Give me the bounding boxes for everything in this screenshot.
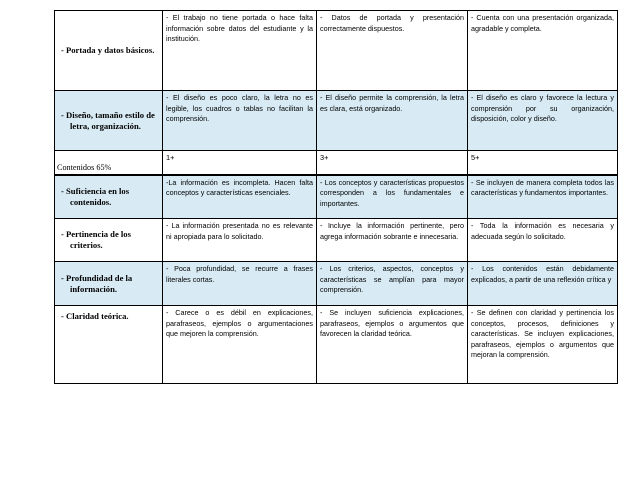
level-high-cell: - Los contenidos están debidamente explicados, a partir de una reflexión crítica y [468,262,618,306]
level-mid-cell: - Los conceptos y características propuestos corresponden a los fundamentales e importantes. [317,175,468,219]
criterion-cell [55,306,163,384]
level-low-cell: -La información es incompleta. Hacen falta conceptos y características esenciales. [163,175,317,219]
rubric-table [54,10,618,384]
level-mid-cell: - Se incluyen suficiencia explicaciones, parafraseos, ejemplos o argumentos que favorecen la claridad teórica. [317,306,468,384]
level-low-cell: - El diseño es poco claro, la letra no es legible, los cuadros o tablas no facilitan la comprensión. [163,91,317,151]
rubric-row-portada [55,11,618,91]
score-header-low: 1+ [163,151,317,175]
criterion-label: - Claridad teórica. [61,311,129,321]
criterion-cell [55,175,163,219]
level-high-cell: - Se definen con claridad y pertinencia los conceptos, procesos, definiciones y características. Se incluyen explicaciones, parafraseos, ejemplos o argumentos que mejoran la comprensión. [468,306,618,384]
score-header-high: 5+ [468,151,618,175]
level-mid-cell: - Datos de portada y presentación correctamente dispuestos. [317,11,468,91]
level-low-cell: - Carece o es débil en explicaciones, parafraseos, ejemplos o argumentaciones que mejoren la comprensión. [163,306,317,384]
rubric-row-suficiencia [55,175,618,219]
rubric-sheet [54,10,617,384]
rubric-row-pertinencia [55,219,618,262]
criterion-cell [55,262,163,306]
level-low-cell: - Poca profundidad, se recurre a frases literales cortas. [163,262,317,306]
criterion-cell [55,91,163,151]
level-high-cell: - Se incluyen de manera completa todos las características y fundamentos importantes. [468,175,618,219]
rubric-row-claridad [55,306,618,384]
level-mid-cell: - El diseño permite la comprensión, la letra es clara, está organizado. [317,91,468,151]
criterion-cell [55,219,163,262]
criterion-label: - Pertinencia de los criterios. [61,229,131,250]
criterion-label: - Suficiencia en los contenidos. [61,185,130,207]
criterion-cell [55,11,163,91]
level-low-cell: - La información presentada no es relevante ni apropiada para lo solicitado. [163,219,317,262]
level-high-cell: - Toda la información es necesaria y adecuada según lo solicitado. [468,219,618,262]
section-label: Contenidos 65% [55,151,163,175]
score-header-mid: 3+ [317,151,468,175]
level-mid-cell: - Incluye la información pertinente, pero agrega información sobrante e innecesaria. [317,219,468,262]
criterion-label: - Profundidad de la información. [61,272,133,294]
level-high-cell: - El diseño es claro y favorece la lectura y comprensión por su organización, disposición, color y diseño. [468,91,618,151]
criterion-label: - Diseño, tamaño estilo de letra, organización. [61,109,155,131]
level-high-cell: - Cuenta con una presentación organizada, agradable y completa. [468,11,618,91]
criterion-label: - Portada y datos básicos. [61,45,155,55]
level-low-cell: - El trabajo no tiene portada o hace falta información sobre datos del estudiante y la institución. [163,11,317,91]
level-mid-cell: - Los criterios, aspectos, conceptos y características se amplían para mayor comprensión. [317,262,468,306]
rubric-row-diseno [55,91,618,151]
rubric-row-profundidad [55,262,618,306]
section-header-row [55,151,618,175]
